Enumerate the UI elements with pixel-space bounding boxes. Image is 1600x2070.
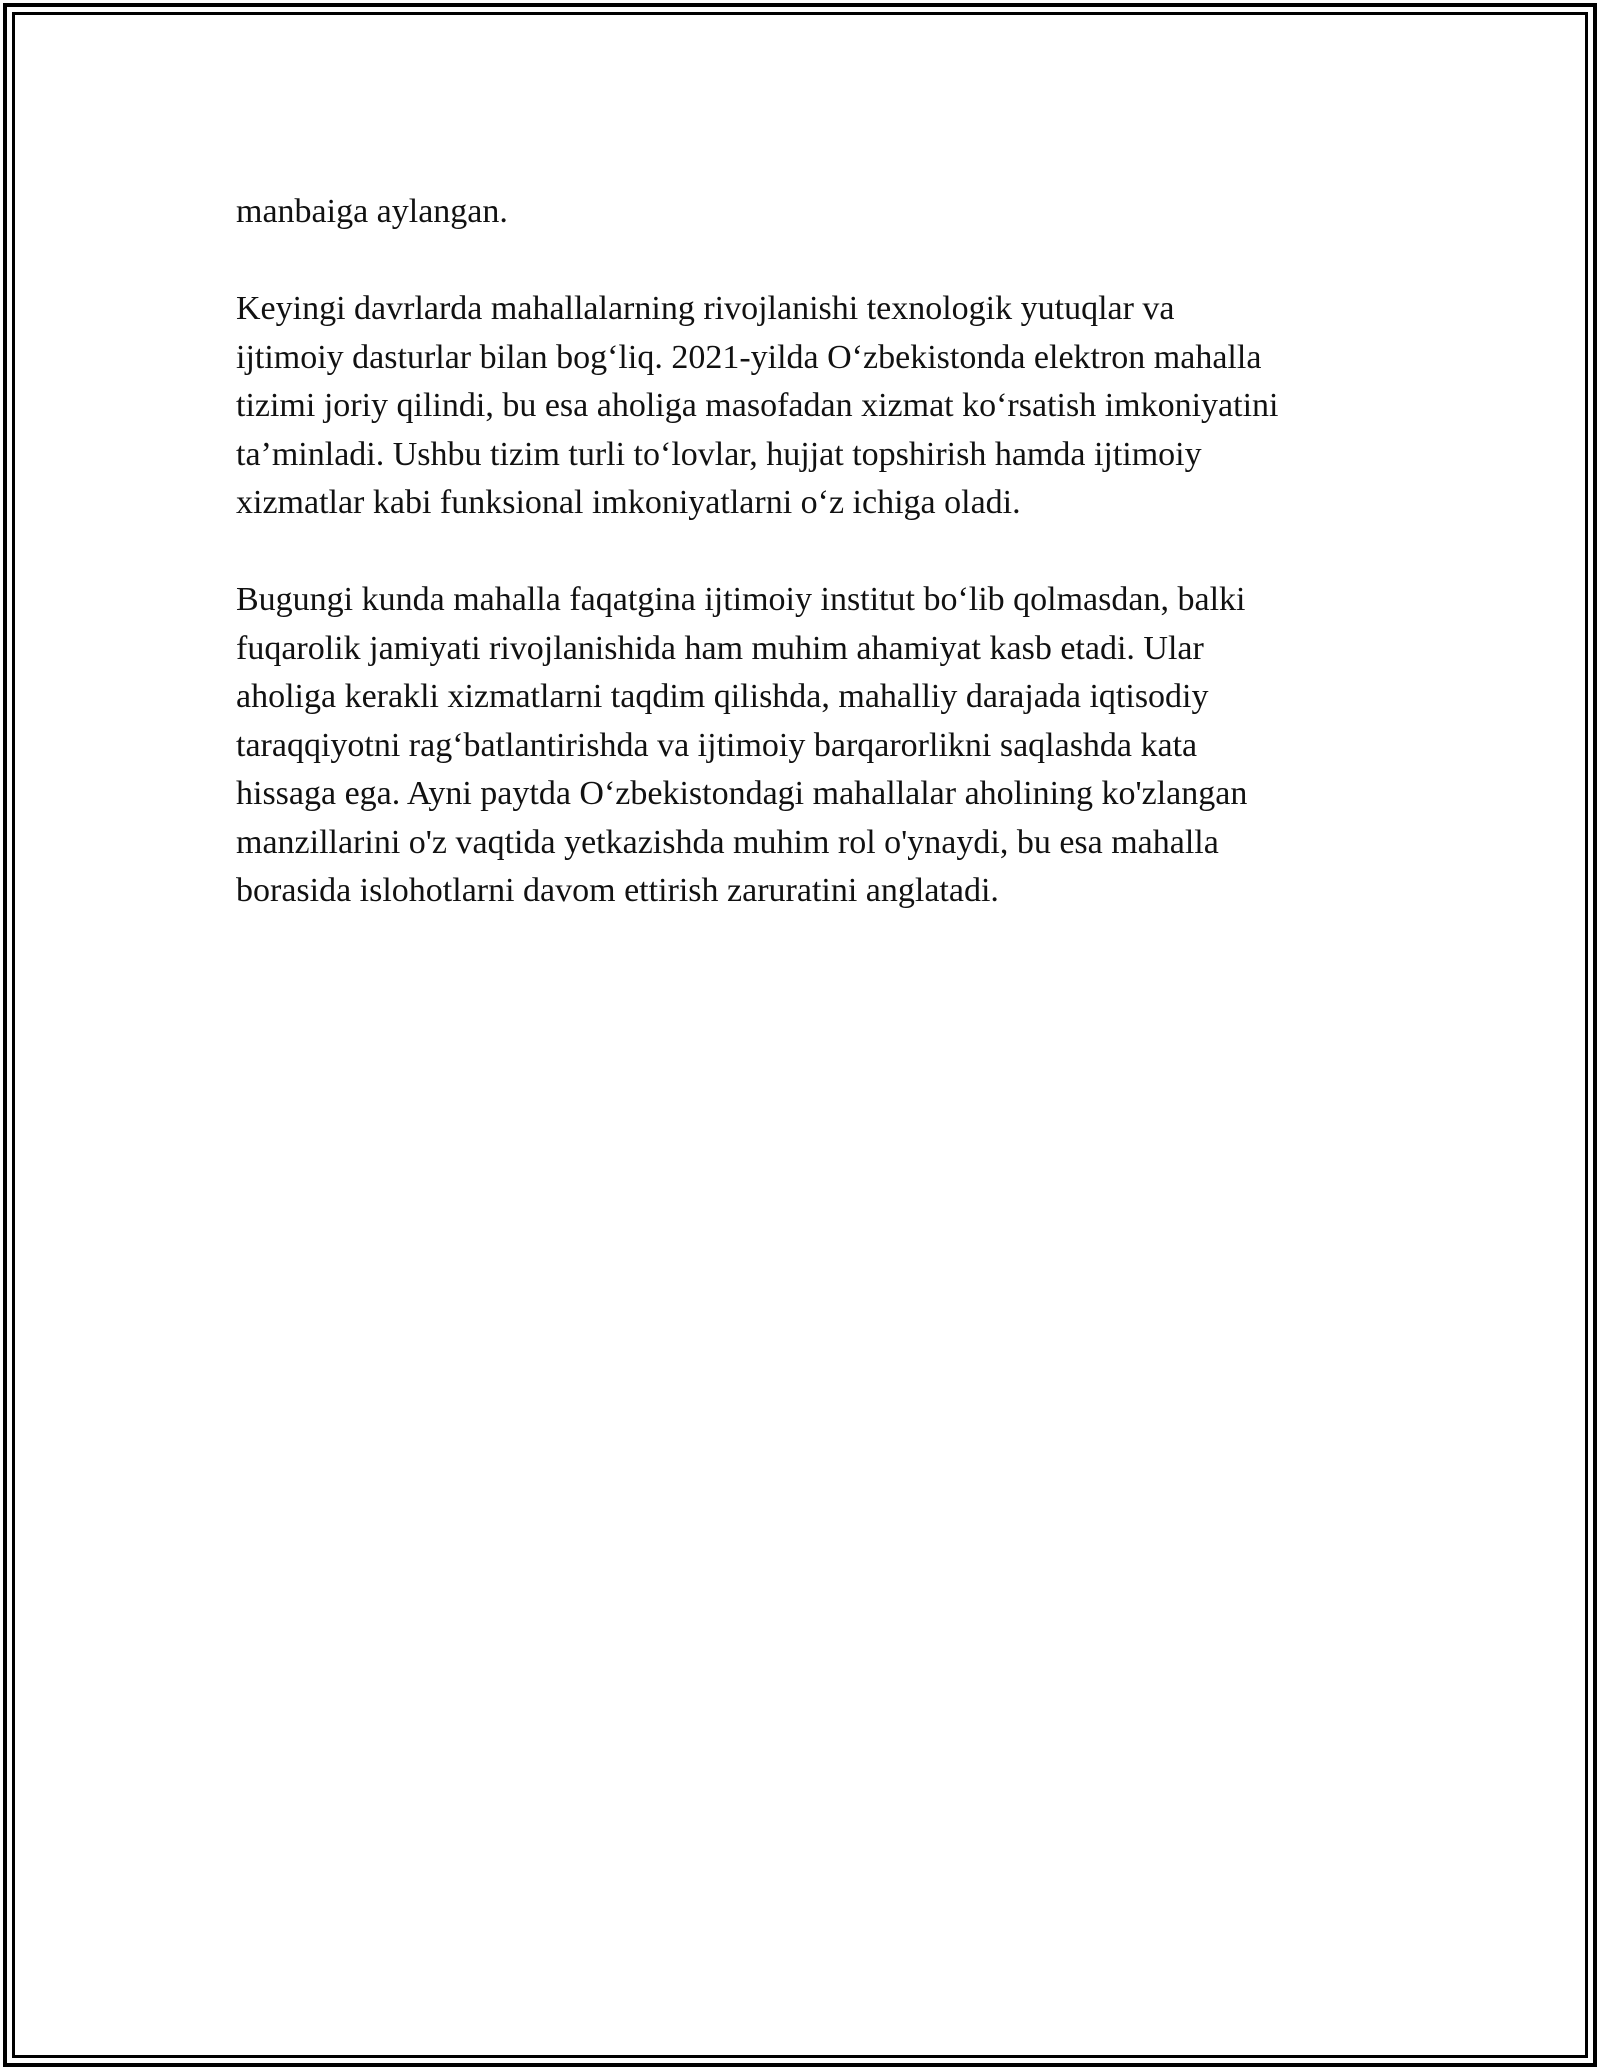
paragraph-3 (236, 576, 1376, 916)
paragraph-line: Keyingi davrlarda mahallalarning rivojlanishi texnologik yutuqlar va (236, 290, 1175, 327)
paragraph-line: xizmatlar kabi funksional imkoniyatlarni o‘z ichiga oladi. (236, 484, 1021, 521)
paragraph-line: borasida islohotlarni davom ettirish zaruratini anglatadi. (236, 872, 999, 909)
paragraph-line: Bugungi kunda mahalla faqatgina ijtimoiy institut bo‘lib qolmasdan, balki (236, 581, 1246, 618)
paragraph-line: aholiga kerakli xizmatlarni taqdim qilishda, mahalliy darajada iqtisodiy (236, 678, 1209, 715)
paragraph-line: ijtimoiy dasturlar bilan bog‘liq. 2021-yilda O‘zbekistonda elektron mahalla (236, 338, 1262, 376)
paragraph-1 (236, 188, 1376, 237)
document-body (236, 188, 1376, 916)
paragraph-2 (236, 285, 1376, 528)
paragraph-line: manzillarini o'z vaqtida yetkazishda muhim rol o'ynaydi, bu esa mahalla (236, 823, 1219, 861)
paragraph-line: fuqarolik jamiyati rivojlanishida ham muhim ahamiyat kasb etadi. Ular (236, 629, 1204, 667)
paragraph-line: tizimi joriy qilindi, bu esa aholiga masofadan xizmat ko‘rsatish imkoniyatini (236, 387, 1279, 424)
paragraph-line: manbaiga aylangan. (236, 193, 508, 230)
paragraph-line: hissaga ega. Ayni paytda O‘zbekistondagi mahallalar aholining ko'zlangan (236, 775, 1248, 812)
paragraph-line: taraqqiyotni rag‘batlantirishda va ijtimoiy barqarorlikni saqlashda kata (236, 726, 1198, 764)
paragraph-line: ta’minladi. Ushbu tizim turli to‘lovlar, hujjat topshirish hamda ijtimoiy (236, 435, 1202, 473)
